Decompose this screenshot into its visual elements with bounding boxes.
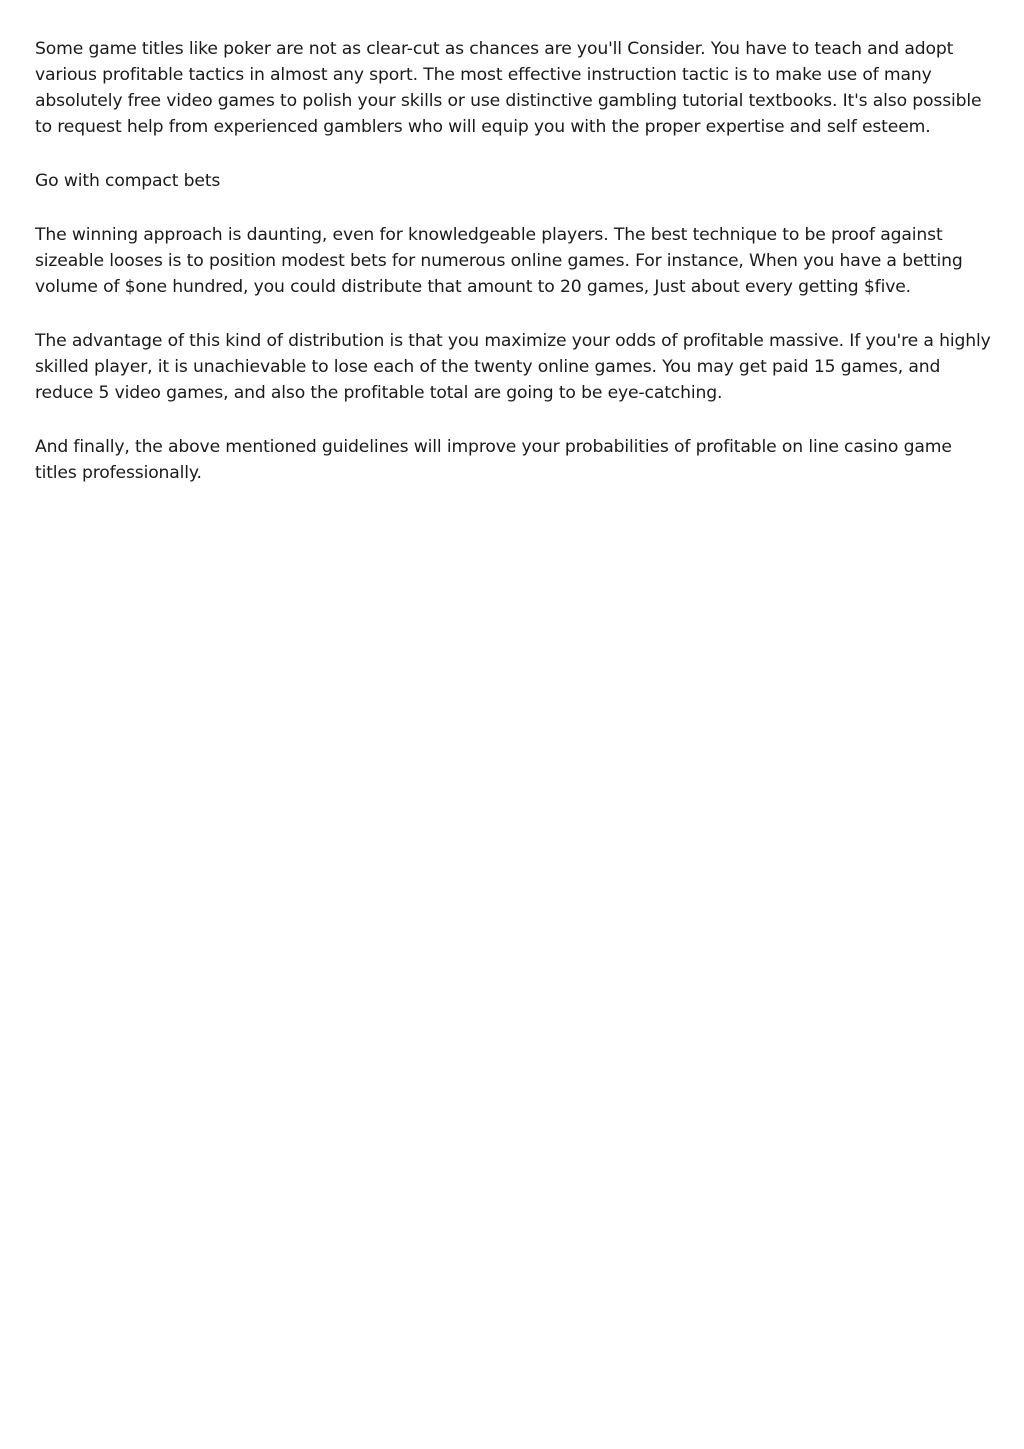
- paragraph-conclusion: And finally, the above mentioned guidelines will improve your probabilities of profitable on line casino game titles professionally.: [35, 437, 952, 483]
- paragraph-distribution-advantage: The advantage of this kind of distribution is that you maximize your odds of profitable massive. If you're a highly skilled player, it is unachievable to lose each of the twenty online games. You may get paid 15 games, and reduce 5 video games, and also the profitable total are going to be eye-catching.: [35, 331, 991, 403]
- paragraph-intro: Some game titles like poker are not as clear-cut as chances are you'll Consider. You have to teach and adopt various profitable tactics in almost any sport. The most effective instruction tactic is to make use of many absolutely free video games to polish your skills or use distinctive gambling tutorial textbooks. It's also possible to request help from experienced gamblers who will equip you with the proper expertise and self esteem.: [35, 39, 982, 137]
- paragraph-winning-approach: The winning approach is daunting, even for knowledgeable players. The best technique to be proof against sizeable looses is to position modest bets for numerous online games. For instance, When you have a betting volume of $one hundred, you could distribute that amount to 20 games, Just about every getting $five.: [35, 225, 963, 297]
- section-heading-compact-bets: Go with compact bets: [35, 171, 221, 191]
- document-body: [35, 36, 991, 514]
